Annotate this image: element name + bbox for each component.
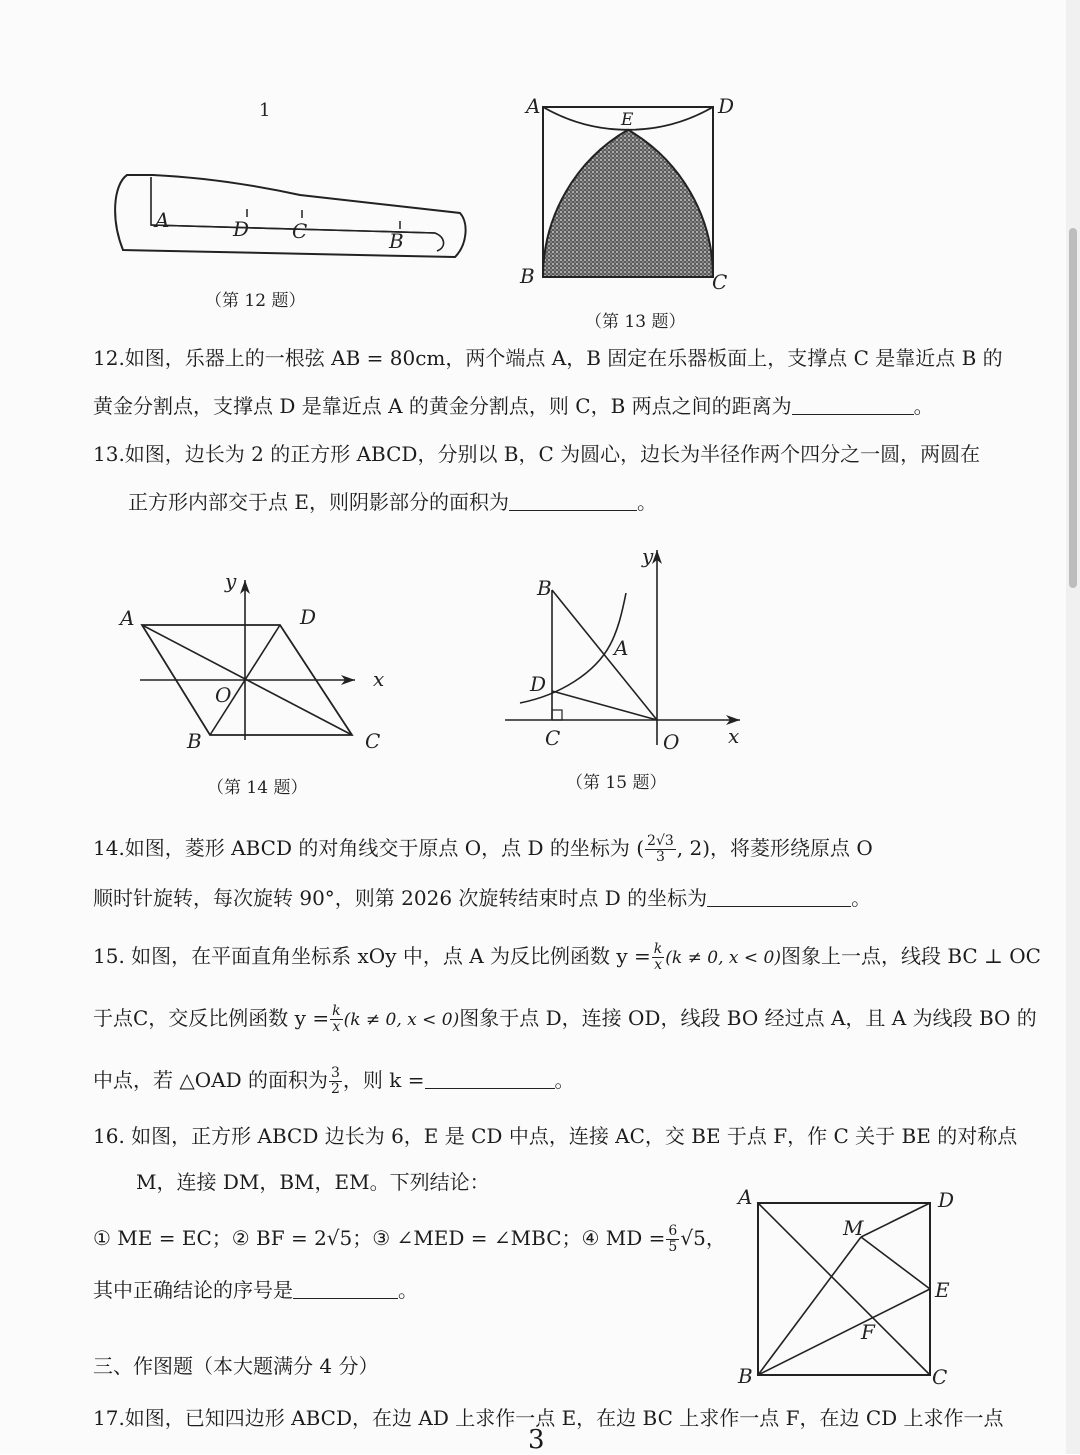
fig16-label-m: M	[843, 1216, 864, 1240]
q15-fraction-kx-2	[330, 1004, 342, 1035]
q14-frac-den: 3	[655, 849, 665, 865]
q15-line2-text-a: 于点C，交反比例函数 y =	[93, 1006, 330, 1030]
q15-answer-blank[interactable]	[425, 1068, 555, 1089]
q12-line1: 12.如图，乐器上的一根弦 AB = 80cm，两个端点 A，B 固定在乐器板面上，支撑点 C 是靠近点 B 的	[93, 346, 1003, 370]
fig16-label-e: E	[935, 1278, 950, 1302]
q15-frac-k: k	[653, 941, 663, 957]
figure-16-drawing	[730, 1185, 970, 1395]
q15-condition-2: (k ≠ 0, x < 0)	[343, 1010, 460, 1030]
q16-line4-text: 其中正确结论的序号是	[93, 1278, 293, 1302]
q13-line2	[128, 488, 657, 516]
q15-area-fraction	[329, 1066, 342, 1097]
fig15-label-y: y	[642, 544, 654, 568]
fig14-label-a: A	[120, 606, 135, 630]
q12-answer-blank[interactable]	[792, 394, 914, 415]
fig12-label-a: A	[155, 208, 170, 232]
fig14-label-c: C	[365, 729, 381, 753]
q15-line3-text-a: 中点，若 △OAD 的面积为	[93, 1068, 328, 1092]
q14-line1-text-b: , 2)，将菱形绕原点 O	[676, 836, 873, 860]
fig12-label-c: C	[292, 219, 308, 243]
q14-frac-num: 2√3	[647, 833, 674, 849]
q15-line1-text-b: 图象上一点，线段 BC ⊥ OC	[780, 944, 1041, 968]
fig14-label-d: D	[300, 605, 317, 629]
q15-line3-text-b: ，则 k =	[342, 1068, 425, 1092]
figure-13	[520, 95, 740, 299]
fig13-label-c: C	[712, 270, 728, 294]
fig12-label-d: D	[233, 217, 250, 241]
q16-md-num: 6	[668, 1223, 678, 1239]
fig15-label-d: D	[530, 672, 547, 696]
q15-frac-x: x	[654, 957, 662, 973]
fig16-label-b: B	[738, 1364, 753, 1388]
figure-15-caption: （第 15 题）	[566, 773, 667, 793]
q16-md-fraction	[666, 1224, 679, 1255]
figure-14-caption: （第 14 题）	[207, 778, 308, 798]
q15-area-den: 2	[330, 1081, 340, 1097]
fig15-label-b: B	[537, 576, 552, 600]
figure-15	[500, 545, 760, 759]
q12-line2-text: 黄金分割点，支撑点 D 是靠近点 A 的黄金分割点，则 C，B 两点之间的距离为	[93, 394, 792, 418]
fig13-label-a: A	[526, 94, 541, 118]
q15-line2	[93, 998, 1037, 1040]
fig15-label-a: A	[614, 636, 629, 660]
figure-14-drawing	[115, 570, 395, 760]
fig16-label-d: D	[938, 1188, 955, 1212]
fig14-label-o: O	[215, 683, 232, 707]
fig14-label-y: y	[225, 569, 237, 593]
q15-frac-k-2: k	[332, 1003, 341, 1019]
fig16-label-a: A	[738, 1185, 753, 1209]
fig12-label-b: B	[389, 229, 404, 253]
q15-line1-text-a: 15. 如图，在平面直角坐标系 xOy 中，点 A 为反比例函数 y =	[93, 944, 651, 968]
q15-condition: (k ≠ 0, x < 0)	[665, 948, 781, 968]
q13-answer-blank[interactable]	[509, 490, 637, 511]
fig13-label-d: D	[718, 94, 735, 118]
fig13-label-e: E	[621, 110, 634, 130]
q15-line2-text-b: 图象于点 D，连接 OD，线段 BO 经过点 A，且 A 为线段 BO 的	[459, 1006, 1037, 1030]
q16-line4	[93, 1276, 418, 1304]
q13-line1: 13.如图，边长为 2 的正方形 ABCD，分别以 B，C 为圆心，边长为半径作两个四分之一圆，两圆在	[93, 442, 981, 466]
q14-answer-blank[interactable]	[707, 886, 851, 907]
q15-line1	[93, 936, 1041, 978]
q15-fraction-kx	[652, 942, 664, 973]
q14-line1	[93, 828, 873, 868]
q14-line2-text: 顺时针旋转，每次旋转 90°，则第 2026 次旋转结束时点 D 的坐标为	[93, 886, 708, 910]
figure-14	[115, 570, 395, 764]
figure-16	[730, 1185, 970, 1399]
fig15-label-o: O	[663, 730, 680, 754]
page-number: 3	[528, 1425, 545, 1455]
q14-line1-text-a: 14.如图，菱形 ABCD 的对角线交于原点 O，点 D 的坐标为 (	[93, 836, 645, 860]
q13-end: 。	[636, 490, 657, 514]
stray-mark: 1	[259, 100, 271, 121]
figure-12-drawing	[105, 165, 475, 265]
q15-area-num: 3	[330, 1065, 340, 1081]
q12-end: 。	[913, 394, 934, 418]
section-3-heading: 三、作图题（本大题满分 4 分）	[93, 1354, 379, 1378]
fig14-label-b: B	[187, 729, 202, 753]
q16-line3	[93, 1218, 726, 1258]
q16-line1: 16. 如图，正方形 ABCD 边长为 6，E 是 CD 中点，连接 AC，交 BE 于点 F，作 C 关于 BE 的对称点	[93, 1124, 1018, 1148]
fig15-label-c: C	[545, 726, 561, 750]
figure-12	[105, 165, 475, 269]
q13-line2-text: 正方形内部交于点 E，则阴影部分的面积为	[128, 490, 509, 514]
q12-line2	[93, 392, 934, 420]
q14-line2	[93, 884, 871, 912]
q16-line3-text-b: √5，	[680, 1226, 726, 1250]
q16-line2: M，连接 DM，BM，EM。下列结论：	[136, 1170, 490, 1194]
q15-frac-x-2: x	[332, 1019, 341, 1035]
q14-end: 。	[851, 886, 872, 910]
q17-line1: 17.如图，已知四边形 ABCD，在边 AD 上求作一点 E，在边 BC 上求作一点 F，在边 CD 上求作一点	[93, 1406, 1004, 1430]
figure-12-caption: （第 12 题）	[205, 291, 306, 311]
figure-13-drawing	[520, 95, 740, 295]
q14-fraction	[645, 834, 676, 865]
fig13-label-b: B	[520, 264, 535, 288]
figure-15-drawing	[500, 545, 760, 755]
q16-answer-blank[interactable]	[293, 1278, 398, 1299]
scrollbar-thumb[interactable]	[1069, 228, 1077, 588]
fig16-label-c: C	[932, 1365, 948, 1389]
scrollbar-track[interactable]	[1066, 0, 1080, 1454]
q16-md-den: 5	[668, 1239, 678, 1255]
fig15-label-x: x	[728, 724, 740, 748]
fig16-label-f: F	[861, 1320, 875, 1344]
q15-line3	[93, 1060, 575, 1100]
q15-end: 。	[554, 1068, 575, 1092]
figure-13-caption: （第 13 题）	[585, 312, 686, 332]
fig14-label-x: x	[373, 667, 385, 691]
q16-end: 。	[398, 1278, 418, 1302]
q16-line3-text-a: ① ME = EC；② BF = 2√5；③ ∠MED = ∠MBC；④ MD =	[93, 1226, 666, 1250]
